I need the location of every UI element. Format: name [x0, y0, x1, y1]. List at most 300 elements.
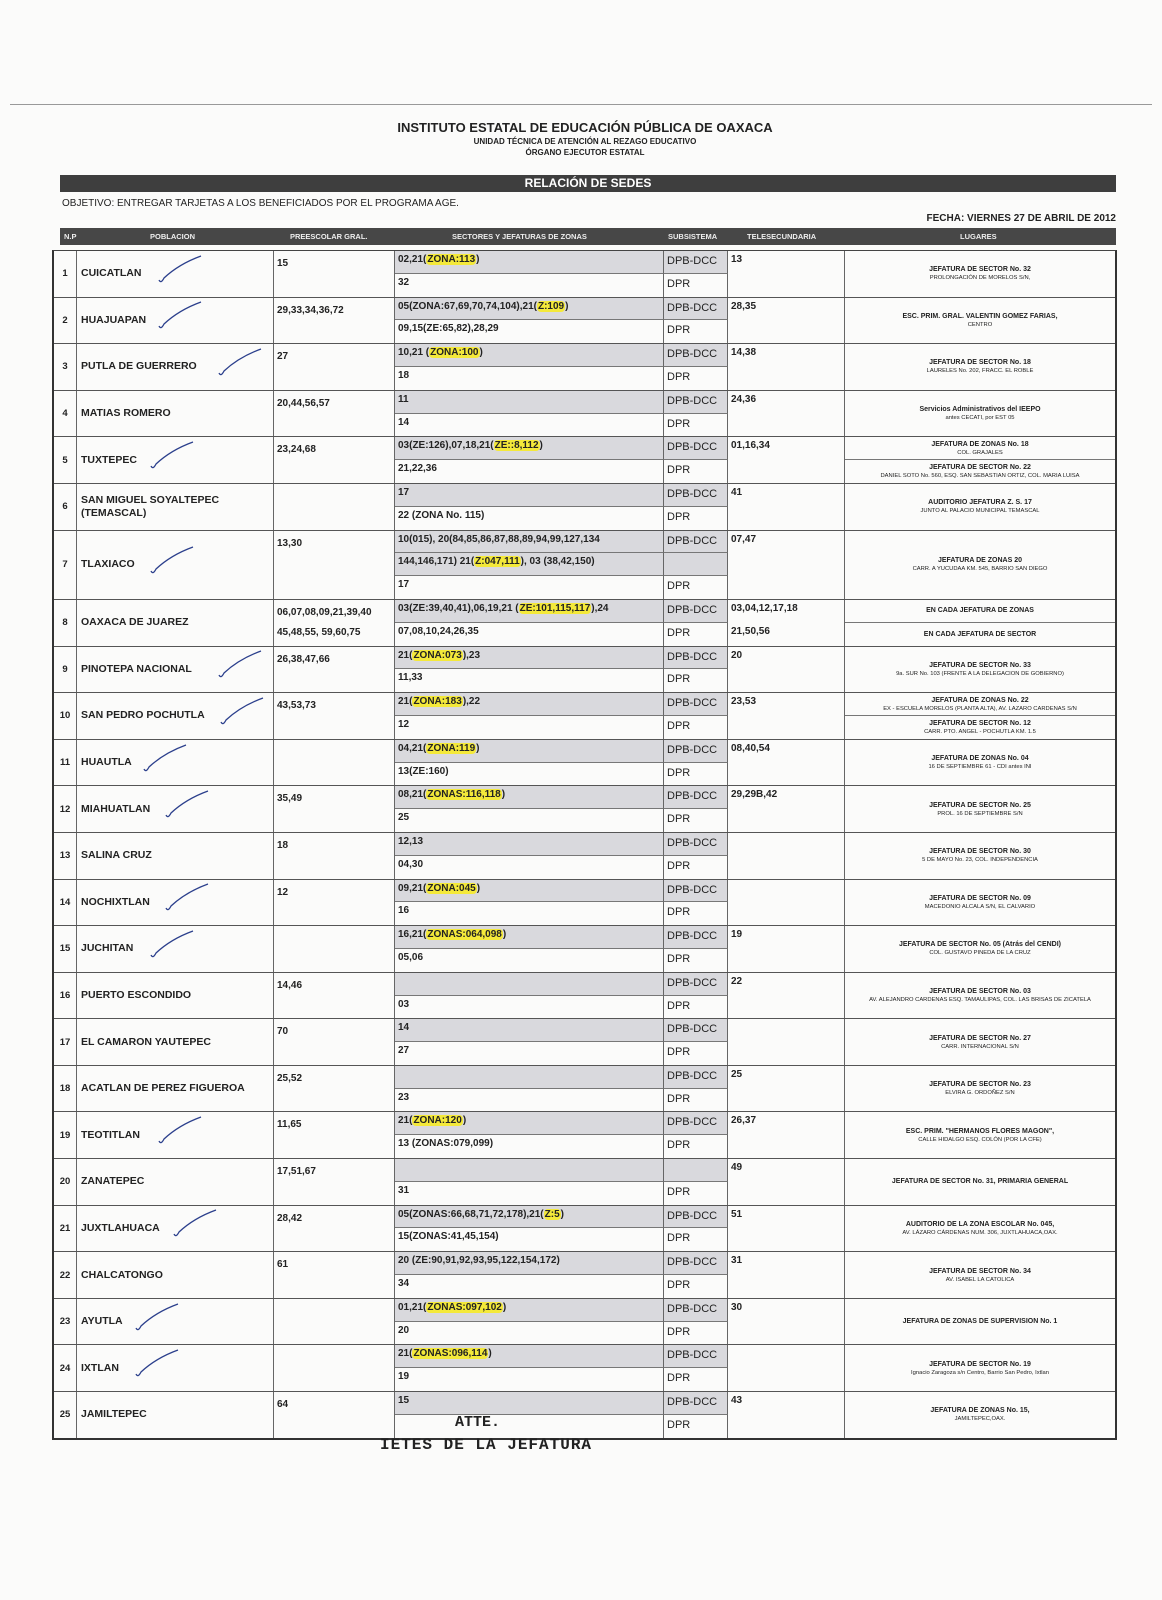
sector-text: 19 — [398, 1371, 410, 1383]
poblacion-name: PUERTO ESCONDIDO — [81, 989, 192, 1001]
row-number: 10 — [54, 693, 77, 739]
sector-text: 20 (ZE:90,91,92,93,95,122,154,172) — [398, 1255, 560, 1267]
poblacion-cell — [77, 926, 274, 972]
preescolar-cell — [274, 391, 395, 437]
table-row — [54, 1112, 1115, 1159]
sector-cell — [395, 1159, 664, 1182]
poblacion-name: JUXTLAHUACA — [81, 1221, 160, 1234]
sector-cell — [395, 763, 664, 786]
sector-text: 15(ZONAS:41,45,154) — [398, 1231, 499, 1243]
footer-signature-line: IETES DE LA JEFATURA — [380, 1436, 593, 1454]
subsistema-cell: DPB-DCC — [664, 1066, 728, 1089]
poblacion-name: OAXACA DE JUAREZ — [81, 616, 189, 629]
lugar-cell — [845, 786, 1115, 832]
sector-text: 17 — [398, 486, 410, 498]
sector-text: 22 (ZONA No. 115) — [398, 509, 485, 521]
lugar-cell — [845, 693, 1115, 716]
lugar-address: antes CECATI, por EST 05 — [945, 415, 1015, 422]
lugar-address: 9a. SUR No. 103 (FRENTE A LA DELEGACION DE GOBIERNO) — [896, 670, 1064, 677]
date-text: FECHA: VIERNES 27 DE ABRIL DE 2012 — [926, 213, 1116, 224]
table-row — [54, 437, 1115, 484]
sector-text: ) — [502, 1301, 507, 1313]
poblacion-name: CUICATLAN — [81, 267, 142, 280]
table-row — [54, 1299, 1115, 1346]
subsistema-cell: DPB-DCC — [664, 1345, 728, 1368]
subsistema-cell: DPR — [664, 996, 728, 1019]
unit-subtitle: UNIDAD TÉCNICA DE ATENCIÓN AL REZAGO EDUCATIVO — [473, 137, 697, 146]
lugar-cell — [845, 623, 1115, 646]
sector-cell — [395, 856, 664, 879]
table-row — [54, 1019, 1115, 1066]
telesecundaria-cell — [728, 1019, 845, 1065]
subsistema-cell: DPR — [664, 1182, 728, 1205]
preescolar-value: 13,30 — [277, 537, 303, 549]
lugar-title: JEFATURA DE ZONAS No. 04 — [931, 755, 1029, 763]
preescolar-cell — [274, 1299, 395, 1345]
sector-cell — [395, 996, 664, 1019]
telesecundaria-cell: 24,36 — [728, 391, 845, 437]
lugar-cell — [845, 926, 1115, 972]
sector-text: 31 — [398, 1184, 410, 1196]
row-number: 5 — [54, 437, 77, 483]
row-number: 20 — [54, 1159, 77, 1205]
highlighted-zone: Z:5 — [544, 1208, 560, 1220]
sector-cell — [395, 414, 664, 437]
lugar-address: LAURELES No. 202, FRACC. EL ROBLE — [926, 368, 1034, 375]
lugar-cell — [845, 647, 1115, 693]
poblacion-cell — [77, 973, 274, 1019]
lugar-title: AUDITORIO JEFATURA Z. S. 17 — [928, 499, 1032, 507]
lugar-address: 5 DE MAYO No. 23, COL. INDEPENDENCIA — [922, 857, 1038, 864]
lugar-cell — [845, 344, 1115, 390]
sector-cell — [395, 1182, 664, 1205]
poblacion-cell — [77, 693, 274, 739]
sector-text: 13 (ZONAS:079,099) — [398, 1138, 494, 1150]
poblacion-cell — [77, 484, 274, 530]
sector-cell — [395, 600, 664, 623]
table-row — [54, 251, 1115, 298]
sector-text: ), 03 (38,42,150) — [520, 556, 595, 568]
poblacion-cell — [77, 1206, 274, 1252]
subsistema-cell: DPR — [664, 507, 728, 530]
preescolar-value: 27 — [277, 351, 289, 363]
lugar-address: AV. ISABEL LA CATOLICA — [945, 1276, 1015, 1283]
poblacion-name: EL CAMARON YAUTEPEC — [81, 1035, 211, 1048]
table-row — [54, 531, 1115, 600]
lugar-title: JEFATURA DE ZONAS DE SUPERVISION No. 1 — [902, 1318, 1058, 1326]
row-number: 24 — [54, 1345, 77, 1391]
preescolar-cell — [274, 880, 395, 926]
sector-cell — [395, 1322, 664, 1345]
telesecundaria-cell: 07,47 — [728, 531, 845, 599]
preescolar-value: 14,46 — [277, 979, 303, 991]
lugar-title: AUDITORIO DE LA ZONA ESCOLAR No. 045, — [905, 1220, 1055, 1228]
sector-text: 13(ZE:160) — [398, 765, 449, 777]
preescolar-value: 11,65 — [277, 1119, 302, 1131]
highlighted-zone: ZONA:045 — [427, 882, 476, 894]
row-number: 4 — [54, 391, 77, 437]
poblacion-cell — [77, 880, 274, 926]
lugar-title: JEFATURA DE SECTOR No. 27 — [929, 1034, 1031, 1042]
telesecundaria-cell: 21,50,56 — [728, 623, 845, 646]
lugar-address: JAMILTEPEC,OAX. — [954, 1416, 1006, 1423]
preescolar-value: 06,07,08,09,21,39,40 — [277, 606, 372, 618]
sector-cell — [395, 647, 664, 670]
table-row — [54, 600, 1115, 647]
lugar-address: JUNTO AL PALACIO MUNICIPAL TEMASCAL — [920, 508, 1040, 515]
sector-text: 25 — [398, 812, 410, 824]
sector-cell — [395, 833, 664, 856]
sector-text: 03 — [398, 998, 410, 1010]
highlighted-zone: Z:047,111 — [475, 556, 520, 568]
subsistema-cell: DPR — [664, 716, 728, 739]
sector-cell — [395, 740, 664, 763]
preescolar-value: 15 — [277, 258, 289, 269]
subsistema-cell: DPR — [664, 460, 728, 483]
poblacion-name: CHALCATONGO — [81, 1268, 163, 1281]
poblacion-cell — [77, 437, 274, 483]
telesecundaria-cell: 01,16,34 — [728, 437, 845, 483]
subsistema-cell: DPB-DCC — [664, 833, 728, 856]
sector-text: 14 — [398, 416, 410, 428]
col-poblacion: POBLACION — [150, 232, 195, 241]
row-number: 13 — [54, 833, 77, 879]
sector-cell — [395, 344, 664, 367]
subsistema-cell: DPR — [664, 902, 728, 925]
telesecundaria-cell — [728, 833, 845, 879]
sector-cell — [395, 1019, 664, 1042]
row-number: 8 — [54, 600, 77, 646]
sector-cell — [395, 576, 664, 599]
handwritten-checkmark-icon — [147, 545, 197, 577]
lugar-address: MACEDONIO ALCALA S/N, EL CALVARIO — [924, 903, 1036, 910]
lugar-cell — [845, 1066, 1115, 1112]
sector-text: 21( — [398, 649, 413, 661]
lugar-address: EX - ESCUELA MORELOS (PLANTA ALTA), AV. LAZARO CARDENAS S/N — [883, 705, 1077, 712]
sector-text: 05(ZONA:67,69,70,74,104),21( — [398, 300, 537, 312]
table-row — [54, 298, 1115, 345]
lugar-cell — [845, 1299, 1115, 1345]
table-row — [54, 786, 1115, 833]
lugar-cell — [845, 740, 1115, 786]
sector-cell — [395, 1275, 664, 1298]
preescolar-value: 26,38,47,66 — [277, 653, 330, 665]
poblacion-name: MIAHUATLAN — [81, 802, 151, 815]
col-np: N.P — [64, 232, 77, 241]
preescolar-value: 18 — [277, 839, 289, 851]
subsistema-cell: DPB-DCC — [664, 1299, 728, 1322]
lugar-cell — [845, 531, 1115, 599]
poblacion-cell — [77, 1392, 274, 1438]
sector-cell — [395, 1089, 664, 1112]
lugar-address: DANIEL SOTO No. 560, ESQ. SAN SEBASTIAN ORTIZ, COL. MARIA LUISA — [880, 473, 1080, 480]
lugar-title: JEFATURA DE SECTOR No. 23 — [929, 1081, 1031, 1089]
highlighted-zone: ZE::8,112 — [494, 440, 539, 452]
preescolar-cell — [274, 251, 395, 297]
table-row — [54, 693, 1115, 740]
handwritten-checkmark-icon — [162, 882, 212, 914]
sector-text: 11,33 — [398, 672, 423, 684]
subsistema-cell: DPR — [664, 949, 728, 972]
sector-cell — [395, 1206, 664, 1229]
sector-text: 04,21( — [398, 742, 427, 754]
poblacion-name: ZANATEPEC — [81, 1175, 145, 1188]
subsistema-cell: DPB-DCC — [664, 531, 728, 554]
sector-cell — [395, 1299, 664, 1322]
row-number: 16 — [54, 973, 77, 1019]
lugar-title: JEFATURA DE ZONAS No. 15, — [930, 1407, 1030, 1415]
preescolar-value: 20,44,56,57 — [277, 397, 330, 409]
preescolar-value: 23,24,68 — [277, 444, 316, 456]
sector-text: 03(ZE:126),07,18,21( — [398, 440, 494, 452]
sector-cell — [395, 809, 664, 832]
table-row — [54, 1159, 1115, 1206]
handwritten-checkmark-icon — [162, 789, 212, 821]
sector-text: ),23 — [462, 649, 481, 661]
sector-text: 17 — [398, 579, 410, 591]
lugar-address: PROLONGACIÓN DE MORELOS S/N, — [929, 275, 1031, 282]
organ-subtitle: ÓRGANO EJECUTOR ESTATAL — [525, 148, 645, 157]
lugar-title: JEFATURA DE SECTOR No. 22 — [929, 464, 1031, 472]
preescolar-value: 28,42 — [277, 1212, 303, 1224]
table-row — [54, 926, 1115, 973]
sector-cell — [395, 460, 664, 483]
sector-cell — [395, 391, 664, 414]
lugar-title: JEFATURA DE SECTOR No. 31, PRIMARIA GENERAL — [891, 1178, 1069, 1186]
lugar-cell — [845, 1392, 1115, 1438]
sector-cell — [395, 484, 664, 507]
telesecundaria-cell — [728, 1345, 845, 1391]
highlighted-zone: ZONA:119 — [427, 742, 476, 754]
subsistema-cell: DPR — [664, 763, 728, 786]
poblacion-name: IXTLAN — [81, 1361, 119, 1374]
sector-cell — [395, 880, 664, 903]
lugar-cell — [845, 1206, 1115, 1252]
handwritten-checkmark-icon — [215, 649, 265, 681]
preescolar-cell — [274, 1206, 395, 1252]
subsistema-cell: DPR — [664, 576, 728, 599]
table-row — [54, 740, 1115, 787]
sector-cell — [395, 367, 664, 390]
poblacion-name: SAN MIGUEL SOYALTEPEC (TEMASCAL) — [81, 493, 220, 519]
subsistema-cell: DPR — [664, 320, 728, 343]
preescolar-value: 70 — [277, 1026, 289, 1038]
lugar-cell — [845, 298, 1115, 344]
sector-text: 20 — [398, 1324, 410, 1336]
lugar-title: JEFATURA DE SECTOR No. 03 — [929, 988, 1031, 995]
sector-cell — [395, 926, 664, 949]
sector-cell — [395, 902, 664, 925]
row-number: 22 — [54, 1252, 77, 1298]
preescolar-value: 12 — [277, 886, 289, 898]
row-number: 12 — [54, 786, 77, 832]
lugar-address: Ignacio Zaragoza s/n Centro, Barrio San Pedro, Ixtlan — [911, 1369, 1049, 1376]
preescolar-cell — [274, 647, 395, 693]
sector-text: ) — [565, 300, 569, 312]
lugar-title: Servicios Administrativos del IEEPO — [919, 406, 1041, 414]
preescolar-cell — [274, 1159, 395, 1205]
telesecundaria-cell: 19 — [728, 926, 845, 972]
lugar-cell — [845, 973, 1115, 1019]
lugar-cell — [845, 1112, 1115, 1158]
subsistema-cell: DPB-DCC — [664, 391, 728, 414]
table-row — [54, 1066, 1115, 1113]
sector-text: 05,06 — [398, 951, 424, 963]
highlighted-zone: ZONA:100 — [430, 347, 479, 359]
handwritten-checkmark-icon — [170, 1208, 220, 1240]
handwritten-checkmark-icon — [132, 1302, 182, 1334]
table-header — [60, 228, 1116, 245]
lugar-title: JEFATURA DE SECTOR No. 30 — [929, 848, 1031, 856]
telesecundaria-cell: 43 — [728, 1392, 845, 1438]
lugar-cell — [845, 716, 1115, 739]
table-row — [54, 1252, 1115, 1299]
telesecundaria-cell: 51 — [728, 1206, 845, 1252]
preescolar-cell — [274, 786, 395, 832]
sector-cell — [395, 320, 664, 343]
poblacion-name: PUTLA DE GUERRERO — [81, 360, 197, 373]
lugar-address: CALLE HIDALGO ESQ. COLÓN (POR LA CFE) — [918, 1136, 1042, 1143]
row-number: 14 — [54, 880, 77, 926]
lugar-cell — [845, 1159, 1115, 1205]
lugar-address: ELVIRA G. ORDOÑEZ S/N — [945, 1090, 1015, 1097]
telesecundaria-cell: 08,40,54 — [728, 740, 845, 786]
row-number: 15 — [54, 926, 77, 972]
lugar-cell — [845, 484, 1115, 530]
sector-cell — [395, 1066, 664, 1089]
lugar-address: CARR. INTERNACIONAL S/N — [941, 1043, 1019, 1050]
preescolar-cell — [274, 926, 395, 972]
preescolar-cell — [274, 1066, 395, 1112]
subsistema-cell: DPR — [664, 1322, 728, 1345]
lugar-address: 16 DE SEPTIEMBRE 61 - CDI antes INI — [928, 764, 1032, 771]
lugar-title: JEFATURA DE ZONAS 20 — [937, 557, 1022, 565]
lugar-title: JEFATURA DE ZONAS No. 22 — [931, 696, 1029, 704]
highlighted-zone: ZONAS:116,118 — [427, 789, 501, 801]
sector-text: 15 — [398, 1395, 410, 1407]
poblacion-name: JAMILTEPEC — [81, 1408, 147, 1421]
lugar-title: JEFATURA DE SECTOR No. 12 — [929, 719, 1031, 727]
poblacion-cell — [77, 600, 274, 646]
telesecundaria-cell: 31 — [728, 1252, 845, 1298]
sector-text: ),22 — [462, 696, 481, 708]
poblacion-name: SALINA CRUZ — [81, 849, 152, 862]
sector-text: 07,08,10,24,26,35 — [398, 625, 479, 637]
sector-text: 21( — [398, 696, 413, 708]
telesecundaria-cell: 14,38 — [728, 344, 845, 390]
subsistema-cell: DPB-DCC — [664, 1112, 728, 1135]
sector-cell — [395, 1345, 664, 1368]
sector-cell — [395, 553, 664, 576]
lugar-address: CENTRO — [967, 321, 993, 328]
table-row — [54, 1345, 1115, 1392]
preescolar-value: 35,49 — [277, 793, 303, 805]
sector-cell — [395, 716, 664, 739]
preescolar-cell — [274, 344, 395, 390]
lugar-cell — [845, 1019, 1115, 1065]
highlighted-zone: ZONAS:097,102 — [427, 1301, 502, 1313]
sector-cell — [395, 1135, 664, 1158]
poblacion-name: TLAXIACO — [81, 558, 135, 571]
telesecundaria-cell — [728, 880, 845, 926]
table-row — [54, 344, 1115, 391]
poblacion-name: JUCHITAN — [81, 942, 134, 955]
preescolar-value: 64 — [277, 1399, 289, 1411]
sector-text: 10,21 ( — [398, 347, 430, 359]
handwritten-checkmark-icon — [147, 929, 197, 961]
preescolar-value: 25,52 — [277, 1072, 303, 1084]
row-number: 25 — [54, 1392, 77, 1438]
subsistema-cell: DPB-DCC — [664, 880, 728, 903]
sector-text: 01,21( — [398, 1301, 427, 1313]
preescolar-cell — [274, 1252, 395, 1298]
handwritten-checkmark-icon — [147, 440, 197, 472]
poblacion-cell — [77, 1112, 274, 1158]
preescolar-cell — [274, 600, 395, 646]
sector-text: 11 — [398, 393, 409, 405]
subsistema-cell: DPB-DCC — [664, 1392, 728, 1415]
highlighted-zone: ZONA:183 — [413, 696, 462, 708]
lugar-title: EN CADA JEFATURA DE SECTOR — [923, 630, 1037, 638]
handwritten-checkmark-icon — [155, 1115, 205, 1147]
sector-text: 12 — [398, 718, 410, 730]
preescolar-value: 45,48,55, 59,60,75 — [277, 626, 361, 638]
telesecundaria-cell: 22 — [728, 973, 845, 1019]
sector-text: ) — [488, 1348, 492, 1360]
lugar-title: JEFATURA DE SECTOR No. 33 — [929, 661, 1031, 669]
row-number: 1 — [54, 251, 77, 297]
lugar-title: ESC. PRIM. "HERMANOS FLORES MAGON", — [905, 1127, 1055, 1135]
lugar-cell — [845, 391, 1115, 437]
sector-text: ) — [476, 742, 480, 754]
lugar-address: COL. GRAJALES — [957, 449, 1003, 456]
handwritten-checkmark-icon — [140, 743, 190, 775]
sector-cell — [395, 693, 664, 716]
lugar-address: COL. GUSTAVO PINEDA DE LA CRUZ — [929, 950, 1031, 957]
subsistema-cell: DPB-DCC — [664, 484, 728, 507]
subsistema-cell — [664, 553, 728, 576]
poblacion-name: TEOTITLAN — [81, 1128, 140, 1141]
col-telesecundaria: TELESECUNDARIA — [747, 232, 817, 241]
subsistema-cell: DPB-DCC — [664, 344, 728, 367]
lugar-address: AV. ALEJANDRO CARDENAS ESQ. TAMAULIPAS, COL. LAS BRISAS DE ZICATELA — [869, 997, 1091, 1003]
lugar-address: CARR. PTO. ANGEL - POCHUTLA KM. 1.5 — [924, 728, 1036, 735]
row-number: 23 — [54, 1299, 77, 1345]
lugar-cell — [845, 833, 1115, 879]
sector-text: ) — [501, 789, 506, 801]
sector-cell — [395, 669, 664, 692]
lugar-cell — [845, 1345, 1115, 1391]
sector-cell — [395, 1252, 664, 1275]
row-number: 7 — [54, 531, 77, 599]
sector-cell — [395, 437, 664, 460]
highlighted-zone: ZE:101,115,117 — [519, 602, 591, 614]
sector-cell — [395, 274, 664, 297]
preescolar-value: 17,51,67 — [277, 1166, 316, 1178]
row-number: 9 — [54, 647, 77, 693]
sector-cell — [395, 251, 664, 274]
lugar-title: JEFATURA DE ZONAS No. 18 — [931, 440, 1029, 448]
table-row — [54, 880, 1115, 927]
lugar-address: PROL. 16 DE SEPTIEMBRE S/N — [937, 810, 1023, 817]
poblacion-name: PINOTEPA NACIONAL — [81, 662, 192, 675]
sector-text: 144,146,171) 21( — [398, 556, 475, 568]
poblacion-cell — [77, 344, 274, 390]
poblacion-cell — [77, 298, 274, 344]
subsistema-cell: DPR — [664, 1368, 728, 1391]
telesecundaria-cell: 41 — [728, 484, 845, 530]
subsistema-cell: DPB-DCC — [664, 1019, 728, 1042]
